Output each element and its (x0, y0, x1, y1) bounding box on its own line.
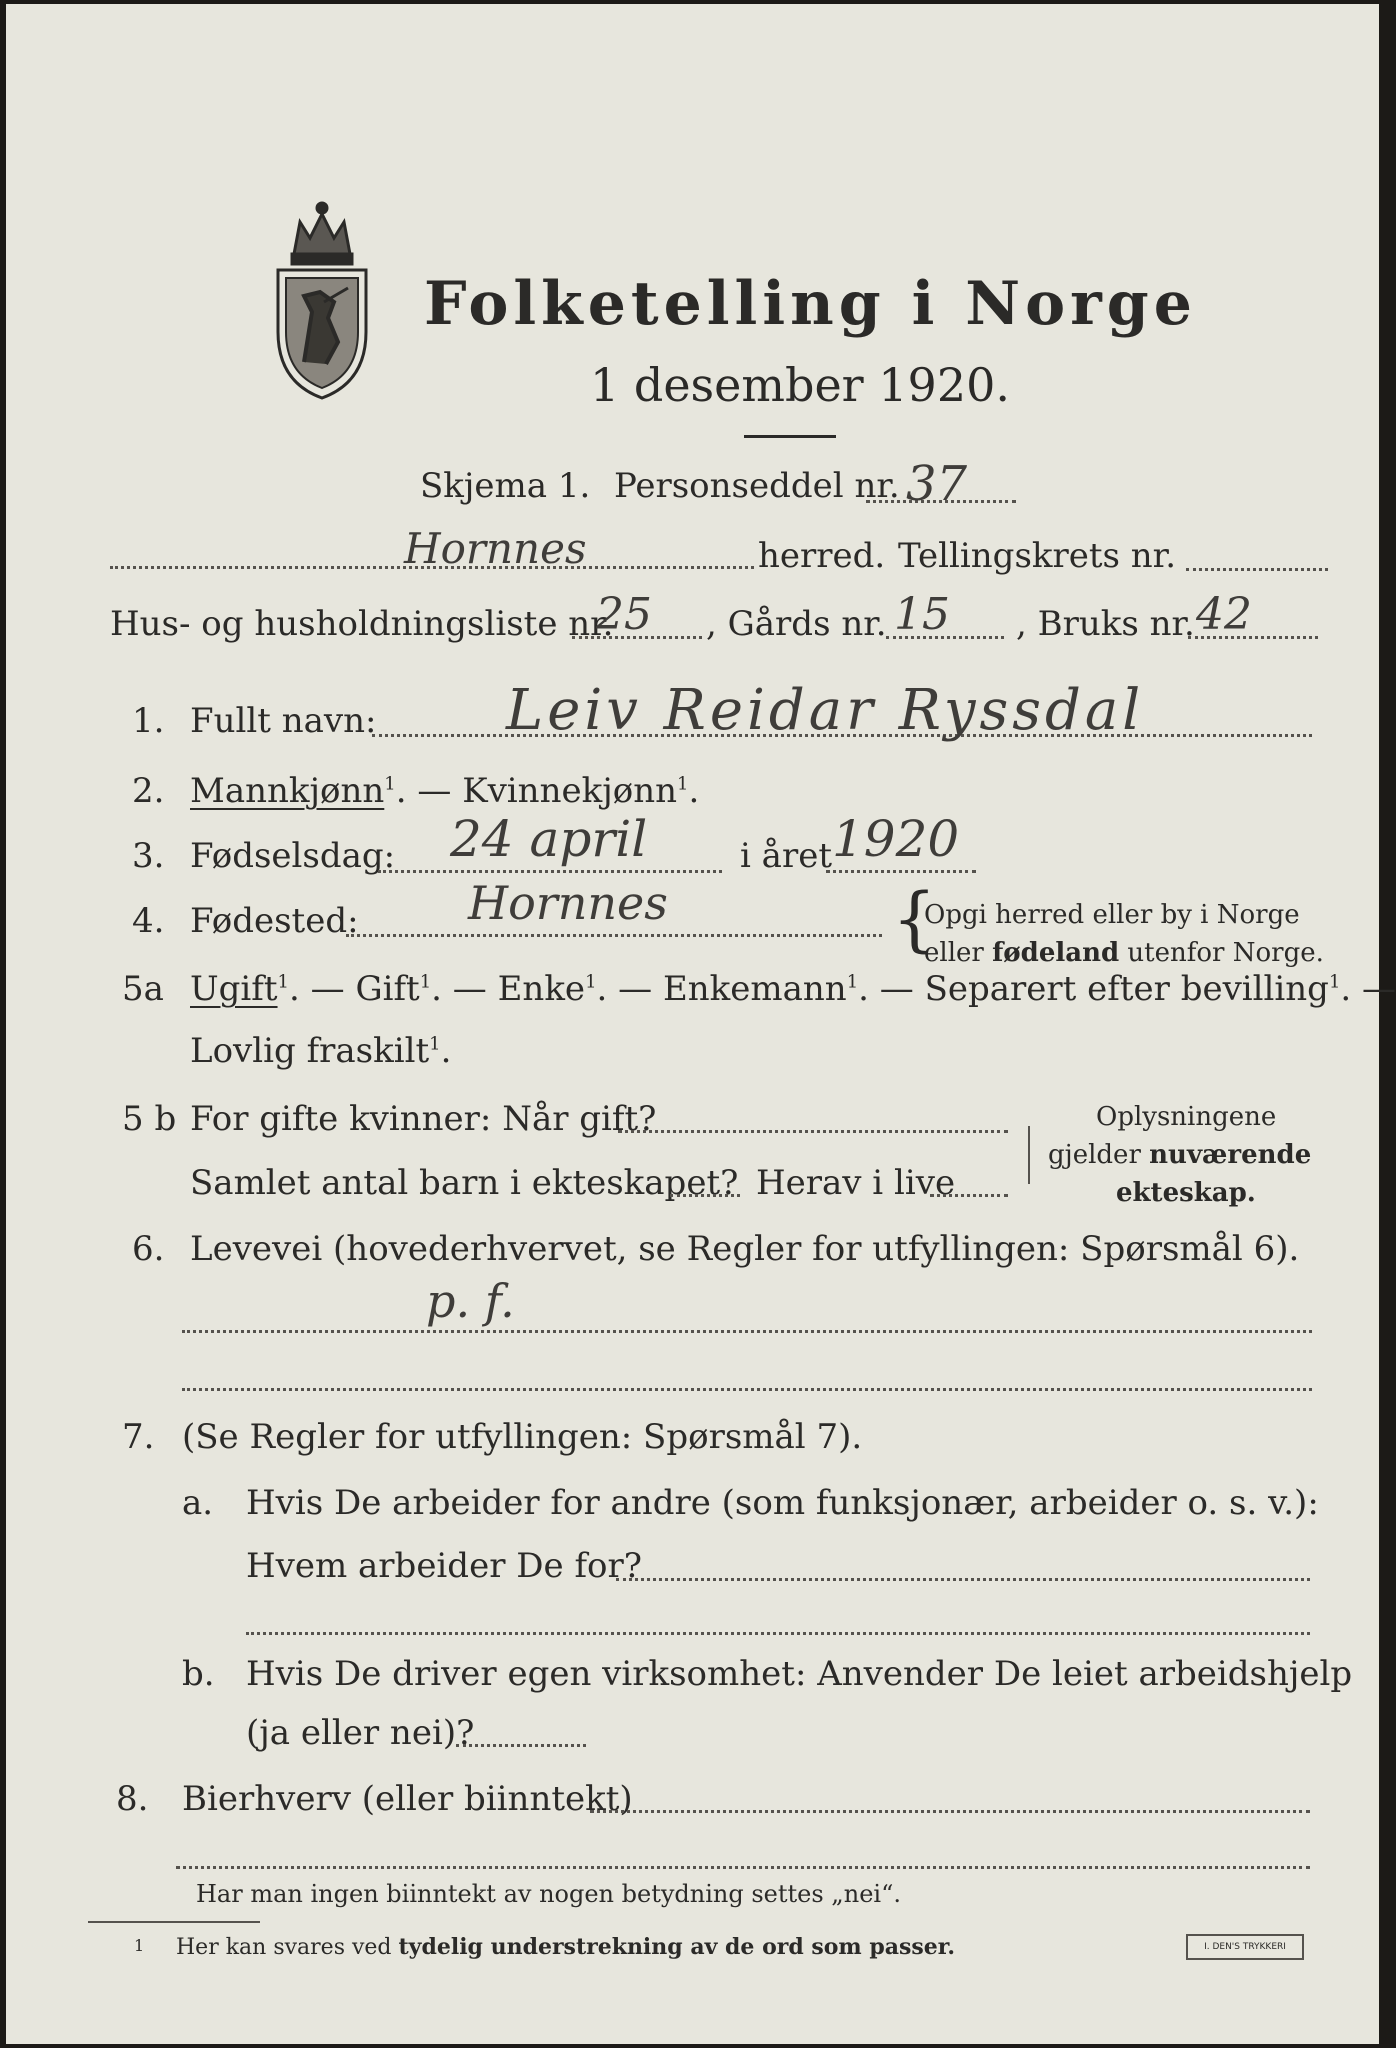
q4-note-2 (924, 940, 1324, 966)
q3-number: 3. (132, 836, 165, 876)
q1-label: Fullt navn: (190, 701, 377, 741)
q5b-barn-label: Samlet antal barn i ekteskapet? (190, 1163, 739, 1203)
q5b-note-3: ekteskap. (1116, 1178, 1256, 1208)
form-title: Folketelling i Norge (424, 269, 1197, 339)
footnote-b: tydelig understrekning av de ord som passer. (398, 1934, 956, 1960)
biinntekt-note: Har man ingen biinntekt av nogen betydning settes „nei“. (196, 1880, 901, 1908)
q5a-dash-1: . — (289, 969, 356, 1009)
personseddel-value: 37 (906, 456, 968, 512)
q5a-enke: Enke (497, 969, 586, 1009)
q5b-number: 5 b (122, 1099, 177, 1139)
q7b-question: (ja eller nei)? (246, 1713, 475, 1753)
q7a-question: Hvem arbeider De for? (246, 1546, 642, 1586)
q3-value: 24 april (450, 810, 648, 868)
q2-number: 2. (132, 771, 165, 811)
printer-stamp (1186, 1934, 1304, 1960)
q7-number: 7. (122, 1417, 155, 1457)
coat-of-arms-icon (264, 192, 380, 402)
q5b-note-2 (1048, 1142, 1311, 1168)
q6-value: p. f. (426, 1274, 515, 1328)
q5b-note-2a: gjelder (1048, 1140, 1150, 1170)
bruks-label: , Bruks nr. (1016, 604, 1195, 644)
q5a-trail: . — (1340, 969, 1396, 1009)
q7a-number: a. (182, 1483, 214, 1523)
gards-value: 15 (894, 589, 950, 640)
printer-stamp-text: I. DEN'S TRYKKERI (1204, 1942, 1286, 1952)
q1-number: 1. (132, 701, 165, 741)
q6-line-2 (182, 1388, 1312, 1391)
q6-line-1 (182, 1330, 1312, 1333)
q7a-line-2 (246, 1632, 1310, 1635)
q5b-note-1: Oplysningene (1096, 1102, 1277, 1132)
q4-number: 4. (132, 901, 165, 941)
q2-footnote-mark: 1 (384, 773, 396, 795)
q5a-separert: Separert efter bevilling (924, 969, 1329, 1009)
q7a-text: Hvis De arbeider for andre (som funksjonær, arbeider o. s. v.): (246, 1483, 1319, 1523)
gards-label: , Gårds nr. (706, 604, 887, 644)
q5a-gift: Gift (355, 969, 420, 1009)
tellingskrets-label: Tellingskrets nr. (898, 536, 1177, 576)
q7b-text: Hvis De driver egen virksomhet: Anvender De leiet arbeidshjelp (246, 1654, 1353, 1694)
q6-label: Levevei (hovederhvervet, se Regler for utfyllingen: Spørsmål 6). (190, 1229, 1300, 1269)
q5b-note-2b: nuværende (1149, 1140, 1312, 1170)
q4-brace: { (892, 878, 937, 960)
tellingskrets-line (1186, 568, 1328, 571)
q8-label: Bierhverv (eller biinntekt) (182, 1779, 633, 1819)
q5a-footnote-mark-4: 1 (846, 971, 859, 993)
q2-sex-options (190, 771, 700, 811)
q5a-ugift: Ugift (190, 969, 278, 1009)
husliste-value: 25 (596, 589, 652, 640)
q5b-label: For gifte kvinner: Når gift? (190, 1099, 657, 1139)
bruks-value: 42 (1196, 589, 1252, 640)
q5a-dash-3: . — (596, 969, 663, 1009)
q7b-number: b. (182, 1654, 215, 1694)
q2-end: . (688, 771, 700, 811)
title-divider (744, 435, 836, 438)
footnote-divider (88, 1921, 260, 1923)
personseddel-label: Personseddel nr. (614, 466, 900, 506)
q8-number: 8. (116, 1779, 149, 1819)
husliste-label: Hus- og husholdningsliste nr. (110, 604, 614, 644)
census-form (6, 4, 1396, 2044)
q6-number: 6. (132, 1229, 165, 1269)
q1-value: Leiv Reidar Ryssdal (506, 678, 1145, 743)
q3-year-label: i året (740, 836, 832, 876)
q5a-lovlig-text: Lovlig fraskilt (190, 1031, 430, 1071)
q3-year-value: 1920 (832, 810, 960, 868)
q7-label: (Se Regler for utfyllingen: Spørsmål 7). (182, 1417, 863, 1457)
herred-value: Hornnes (404, 524, 587, 573)
q3-year-line (826, 870, 976, 873)
q4-value: Hornnes (468, 876, 668, 930)
q5b-barn-line (670, 1194, 740, 1197)
q5a-lovlig (190, 1031, 452, 1071)
q5a-enkemann: Enkemann (662, 969, 847, 1009)
footnote (176, 1936, 955, 1959)
q5a-footnote-mark: 1 (277, 971, 289, 993)
q3-line (378, 870, 722, 873)
herred-label: herred. (758, 536, 886, 576)
q5b-live-label: Herav i live (756, 1163, 956, 1203)
q4-note-2a: eller (924, 938, 993, 968)
q2-separator: . — (395, 771, 463, 811)
q4-note-2b: fødeland (992, 938, 1120, 968)
q4-note-1: Opgi herred eller by i Norge (924, 900, 1300, 930)
census-date: 1 desember 1920. (590, 358, 1010, 412)
q2-footnote-mark-2: 1 (677, 773, 689, 795)
q5a-footnote-mark-6: 1 (429, 1033, 441, 1055)
q8-line-2 (176, 1866, 1310, 1869)
q5b-note-bracket (1028, 1126, 1030, 1184)
footnote-a: Her kan svares ved (176, 1935, 399, 1960)
skjema-label: Skjema 1. (420, 466, 591, 506)
q5a-dash-2: . — (431, 969, 498, 1009)
q2-female: Kvinnekjønn (462, 771, 677, 811)
q5a-end: . (440, 1031, 452, 1071)
q5a-dash-4: . — (858, 969, 925, 1009)
q5b-live-line (930, 1194, 1008, 1197)
q7a-line-1 (616, 1578, 1310, 1581)
q8-line-1 (590, 1810, 1310, 1813)
footnote-mark: 1 (134, 1936, 145, 1955)
q3-label: Fødselsdag: (190, 836, 396, 876)
q2-male: Mannkjønn (190, 771, 385, 811)
q5a-footnote-mark-2: 1 (419, 971, 432, 993)
q7b-line (456, 1744, 586, 1747)
q4-label: Fødested: (190, 901, 359, 941)
q4-note-2c: utenfor Norge. (1119, 938, 1324, 968)
q4-line (346, 934, 882, 937)
q5a-status-options (190, 969, 1396, 1009)
q5a-footnote-mark-3: 1 (585, 971, 597, 993)
q5a-footnote-mark-5: 1 (1328, 971, 1341, 993)
q5b-line (618, 1130, 1008, 1133)
q5a-number: 5a (122, 969, 164, 1009)
